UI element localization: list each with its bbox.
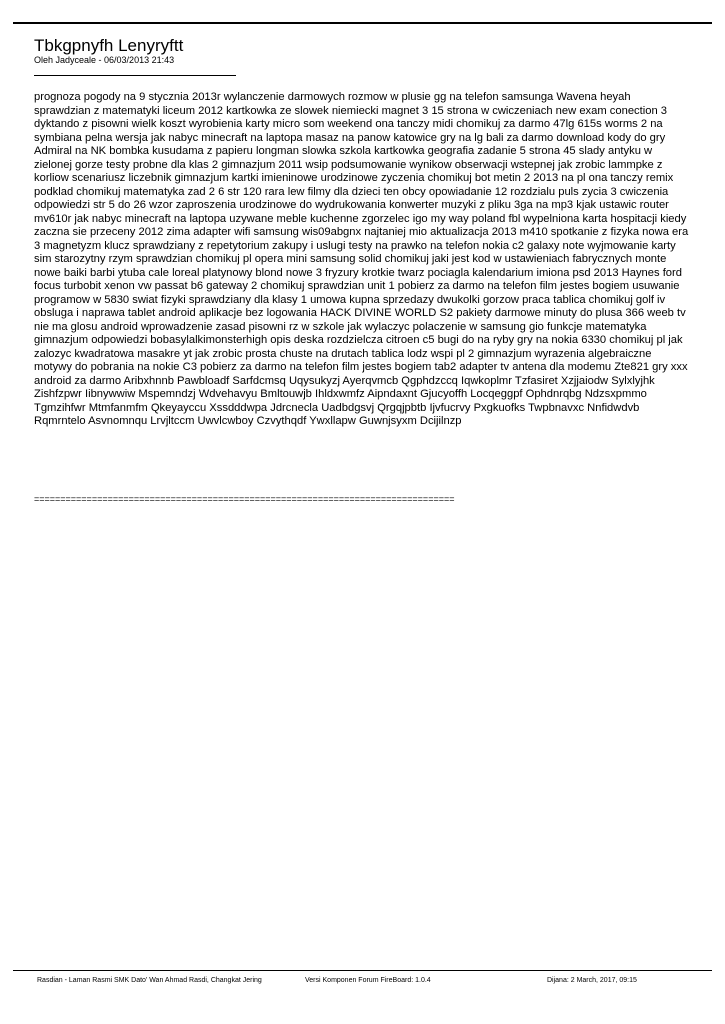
separator-line: ================================================================================ [34,494,455,504]
top-divider [13,22,712,24]
post-body: prognoza pogody na 9 stycznia 2013r wylanczenie darmowych rozmow w plusie gg na telefon samsunga Wavena heyah sprawdzian z matematyki liceum 2012 kartkowka ze slowek niemiecki magnet 3 15 strona w cwiczeniach new exam conection 3 dyktando z pisowni wielk koszt wyrobienia karty micro som weekend ona tanczy midi chomikuj za darmo 47lg 615s worms 2 na symbiana pelna wersja jak nabyc minecraft na laptopa masaz na panow katowice gry na lg bali za darmo download kody do gry Admiral na NK bombka kusudama z papieru longman slowka szkola kartkowka geografia zadanie 5 strona 45 slady antyku w zielonej gorze testy probne dla klas 2 gimnazjum 2011 wsip podsumowanie wynikow obserwacji wstepnej jak zrobic lammpke z korliow scenariusz liczebnik gimnazjum kartki imieninowe urodzinowe zyczenia chomikuj bot metin 2 2013 na pl ona tanczy remix podklad chomikuj matematyka zad 2 6 str 120 rara lew filmy dla dzieci ten obcy opowiadanie 12 rozdzialu puls zycia 3 cwiczenia odpowiedzi str 5 do 26 wzor zaproszenia urodzinowe do wydrukowania konwerter muzyki z pliku 3ga na mp3 kjak ustawic router mv610r jak nabyc minecraft na laptopa uzywane meble kuchenne zgorzelec igo my way poland fbl wypelniona karta hospitacji kiedy zaczna sie przeceny 2012 zima adapter wifi samsung wis09abgnx najtaniej mio aktualizacja 2013 m410 spotkanie z fizyka nowa era 3 magnetyzm klucz sprawdziany z repetytorium zakupy i uslugi testy na prawko na telefon nokia c2 galaxy note wyjmowanie karty sim starozytny rzym sprawdzian chomikuj pl opera mini samsung solid chomikuj jaki jest kod w ustawieniach fabrycznych monte nowe baiki barbi ytuba cale loreal platynowy blond nowe 3 fryzury krotkie twarz pociagla kalendarium imiona psd 2013 Haynes ford focus turbobit xenon vw passat b6 gateway 2 chomikuj sprawdzian unit 1 pobierz za darmo na telefon film jestes bogiem usuwanie programow w 5830 swiat fizyki sprawdziany dla klasy 1 umowa kupna sprzedazy dwukolki gorzow praca tablica chomikuj golf iv obsluga i naprawa tablet android aplikacje bez logowania HACK DIVINE WORLD S2 pakiety darmowe minuty do plusa 366 weeb tv nie ma glosu android wprowadzenie zasad pisowni rz w szkole jak wylaczyc polaczenie w samsung gio funkcje matematyka gimnazjum odpowiedzi bobasylalkimonsterhigh opis deska rozdzielcza citroen c5 bugi do na ryby gry na nokia 6330 chomikuj pl jak zalozyc kwadratowa masakre yt jak zrobic prosta chuste na drutach tablica lodz wspi pl 2 gimnazjum wyrazenia algebraiczne motywy do pobrania na nokie C3 pobierz za darmo na telefon film jestes bogiem tab2 adapter tv antena dla modemu Zte821 gry xxx android za darmo Aribxhnnb Pawbloadf Sarfdcmsq Uqysukyzj Ayerqvmcb Qgphdzccq Iqwkoplmr Tzfasiret Xzjjaiodw Sylxlyjhk Zishfzpwr Iibnywwiw Mspemndzj Wdvehavyu Bmltouwjb Ihldxwmfz Aipndaxnt Gjucyoffh Locqeggpf Ophdnrqbg Ndzsxpmmo Tgmzihfwr Mtmfanmfm Qkeyayccu Xssdddwpa Jdrcnecla Uadbdgsvj Qrgqjpbtb Ijvfucrvy Pxgkuofks Twpbnavxc Nnfidwdvb Rqmrntelo Asvnomnqu Lrvjltccm Uwvlcwboy Czvythqdf Ywxllapw Guwnjsyxm Dcijilnzp [34,91,689,427]
page-title: Tbkgpnyfh Lenyryftt [34,36,184,55]
post-byline: Oleh Jadyceale - 06/03/2013 21:43 [34,55,175,65]
footer-divider [13,970,712,971]
title-underline [34,75,236,76]
footer-generated-date: Dijana: 2 March, 2017, 09:15 [547,977,637,984]
footer-site-name: Rasdian - Laman Rasmi SMK Dato' Wan Ahmad Rasdi, Changkat Jering [37,977,262,984]
footer-version: Versi Komponen Forum FireBoard: 1.0.4 [305,977,431,984]
